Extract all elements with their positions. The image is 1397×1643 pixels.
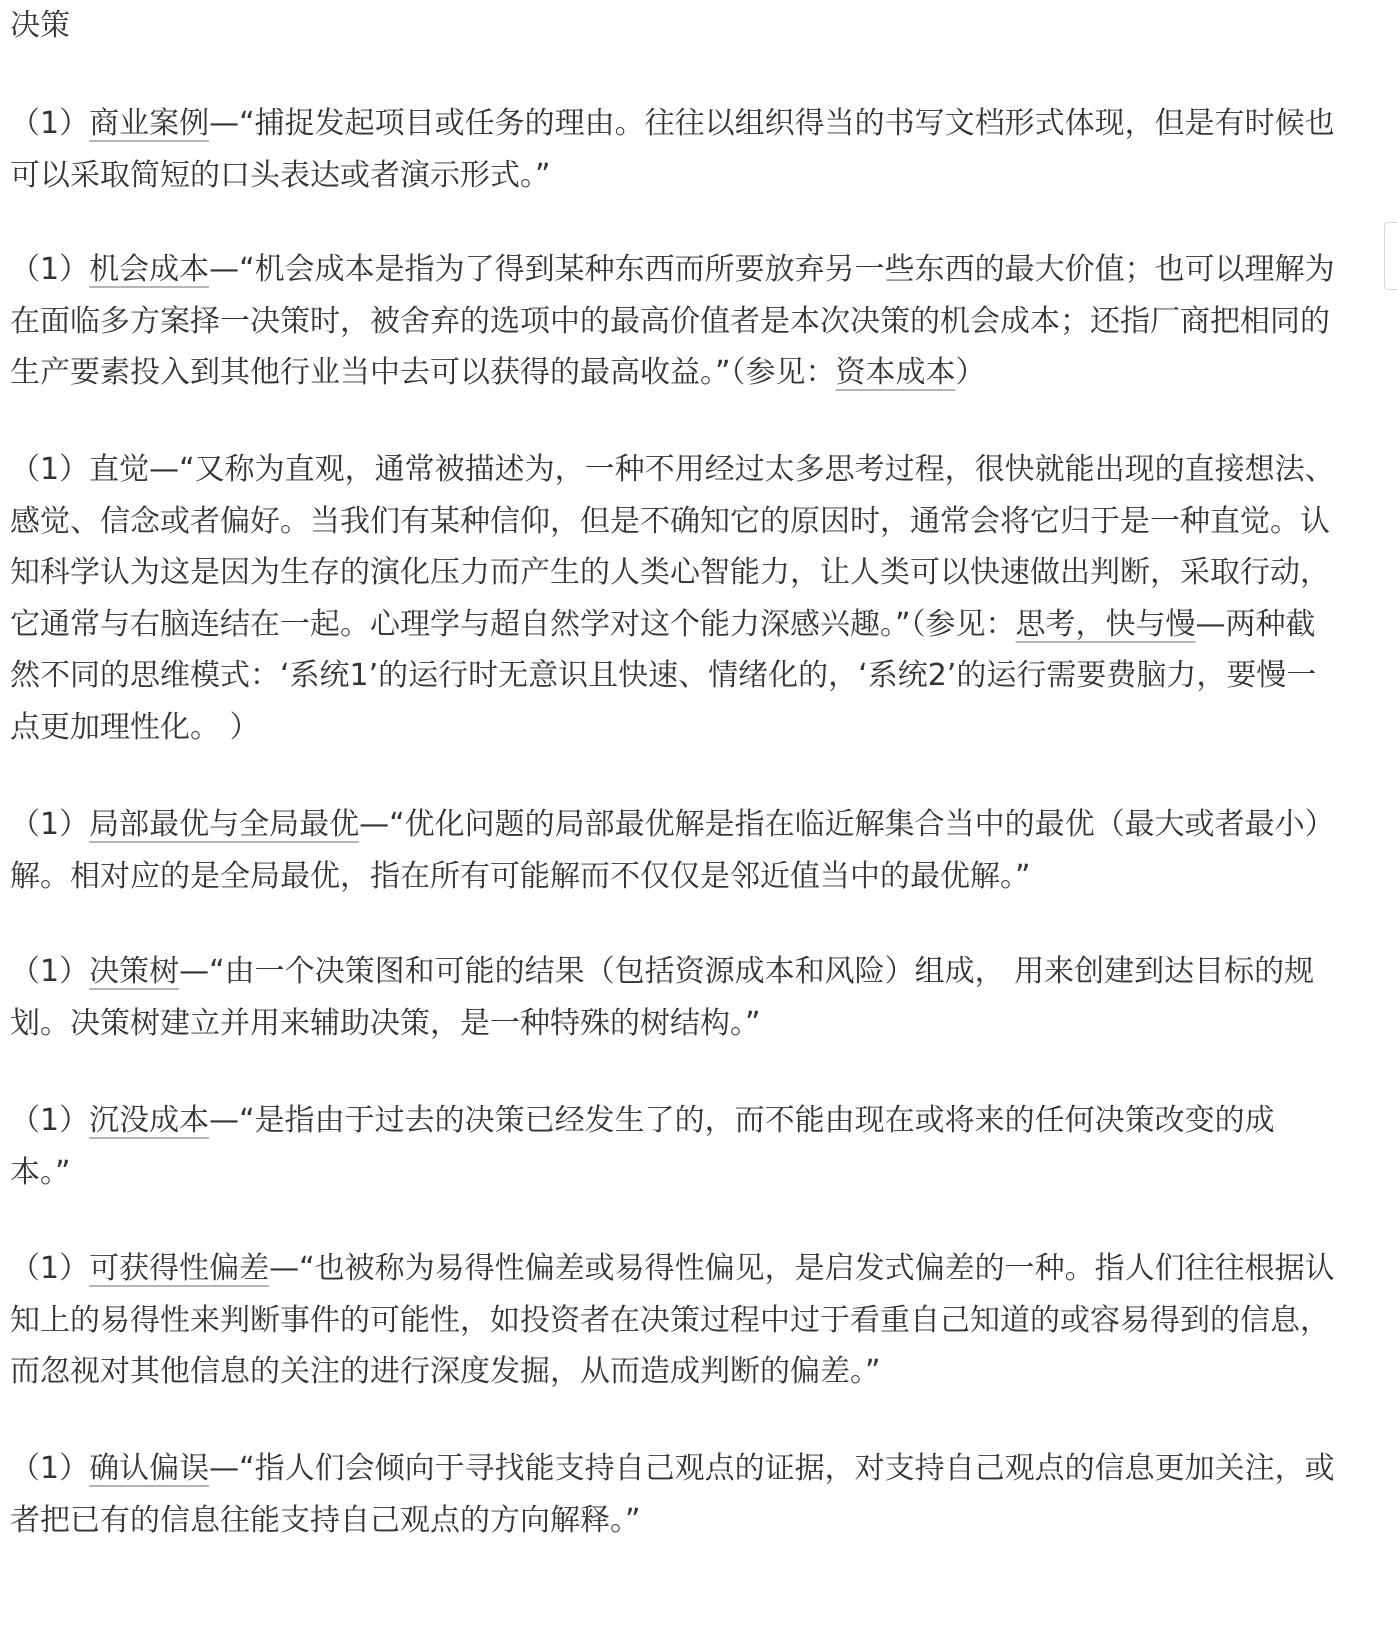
entry-number: （1） [10, 106, 90, 141]
see-also-prefix: （参见： [910, 606, 1016, 642]
term-link-availability-bias[interactable]: 可获得性偏差 [89, 1251, 270, 1286]
entry-number: （1） [10, 1251, 90, 1286]
see-also-suffix: ） [955, 355, 986, 390]
term-link-business-case[interactable]: 商业案例 [89, 106, 210, 141]
glossary-entry-confirmation-bias [10, 1443, 1335, 1546]
entry-definition: —“由一个决策图和可能的结果（包括资源成本和风险）组成， 用来创建到达目标的规划。决策树建立并用来辅助决策，是一种特殊的树结构。” [10, 954, 1315, 1041]
term-link-local-global-optimum[interactable]: 局部最优与全局最优 [89, 807, 360, 842]
entry-number: （1） [10, 252, 90, 287]
glossary-entry-business-case [10, 98, 1335, 201]
glossary-entry-decision-tree [10, 946, 1335, 1049]
entry-definition: —“捕捉发起项目或任务的理由。往往以组织得当的书写文档形式体现，但是有时候也可以采取简短的口头表达或者演示形式。” [10, 106, 1335, 193]
entry-number: （1） [10, 807, 90, 842]
article [10, 0, 1335, 1538]
entry-definition: —“机会成本是指为了得到某种东西而所要放弃另一些东西的最大价值；也可以理解为在面临多方案择一决策时，被舍弃的选项中的最高价值者是本次决策的机会成本；还指厂商把相同的生产要素投入到其他行业当中去可以获得的最高收益。” [10, 252, 1335, 390]
see-also-suffix: —两种截然不同的思维模式：‘系统1’的运行时无意识且快速、情绪化的，‘系统2’的运行需要费脑力，要慢一点更加理性化。 ） [10, 606, 1317, 745]
side-handle[interactable] [1384, 222, 1397, 290]
section-title: 决策 [10, 8, 70, 43]
entry-definition: —“是指由于过去的决策已经发生了的，而不能由现在或将来的任何决策改变的成本。” [10, 1103, 1275, 1190]
entry-definition: —“也被称为易得性偏差或易得性偏见，是启发式偏差的一种。指人们往往根据认知上的易得性来判断事件的可能性，如投资者在决策过程中过于看重自己知道的或容易得到的信息，而忽视对其他信息的关注的进行深度发掘，从而造成判断的偏差。” [10, 1251, 1335, 1389]
entry-number: （1） [10, 452, 90, 487]
entry-number: （1） [10, 954, 90, 989]
entry-term: 直觉 [89, 452, 150, 487]
entry-number: （1） [10, 1451, 90, 1486]
term-link-decision-tree[interactable]: 决策树 [89, 954, 180, 989]
see-also-prefix: （参见： [730, 355, 836, 390]
entry-definition: —“指人们会倾向于寻找能支持自己观点的证据，对支持自己观点的信息更加关注，或者把已有的信息往能支持自己观点的方向解释。” [10, 1451, 1335, 1538]
entry-definition: —“优化问题的局部最优解是指在临近解集合当中的最优（最大或者最小）解。相对应的是全局最优，指在所有可能解而不仅仅是邻近值当中的最优解。” [10, 807, 1335, 894]
entry-definition: —“又称为直观，通常被描述为，一种不用经过太多思考过程，很快就能出现的直接想法、感觉、信念或者偏好。当我们有某种信仰，但是不确知它的原因时，通常会将它归于是一种直觉。认知科学认为这是因为生存的演化压力而产生的人类心智能力，让人类可以快速做出判断，采取行动，它通常与右脑连结在一起。心理学与超自然学对这个能力深感兴趣。” [10, 452, 1335, 642]
glossary-entry-opportunity-cost [10, 244, 1335, 399]
see-also-link-thinking-fast-slow[interactable]: 思考，快与慢 [1015, 606, 1196, 642]
term-link-confirmation-bias[interactable]: 确认偏误 [89, 1451, 210, 1486]
glossary-entry-intuition [10, 444, 1335, 753]
see-also-link-capital-cost[interactable]: 资本成本 [835, 355, 956, 390]
glossary-entry-availability-bias [10, 1243, 1335, 1398]
glossary-entry-local-global-optimum [10, 799, 1335, 902]
term-link-sunk-cost[interactable]: 沉没成本 [89, 1103, 210, 1138]
term-link-opportunity-cost[interactable]: 机会成本 [89, 252, 210, 287]
glossary-entry-sunk-cost [10, 1095, 1335, 1198]
entry-number: （1） [10, 1103, 90, 1138]
